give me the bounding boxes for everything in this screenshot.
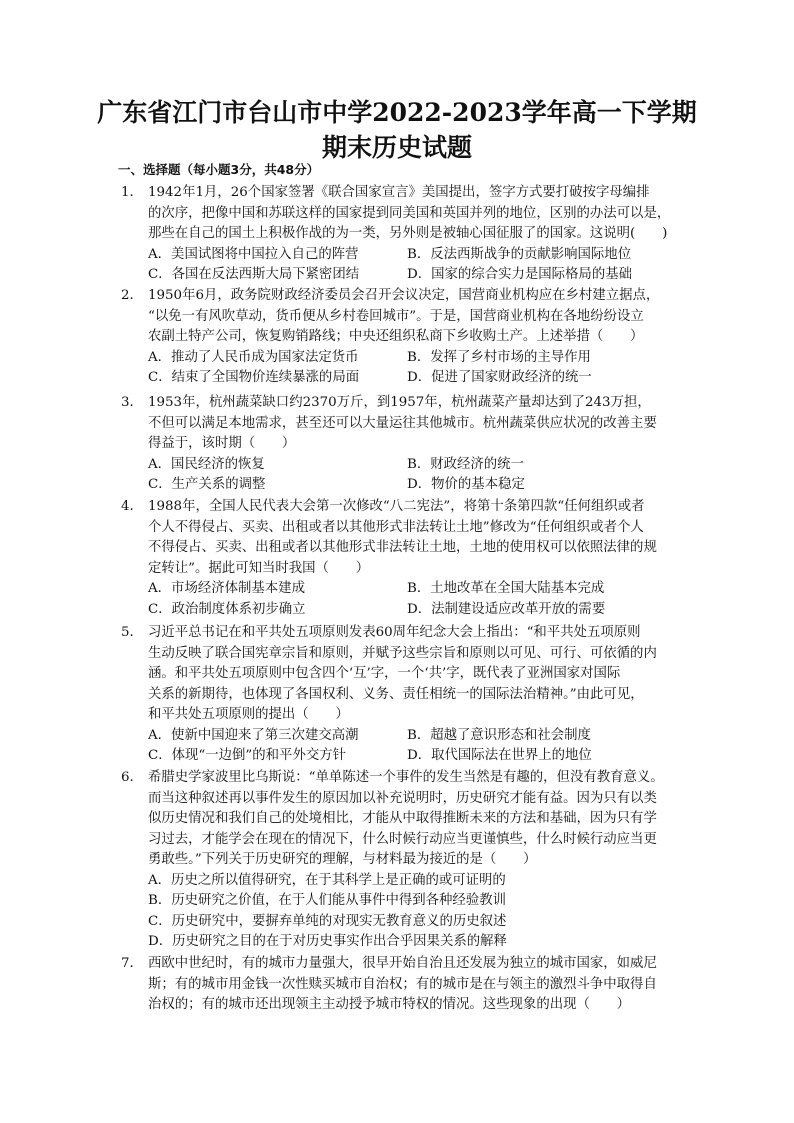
exam-title-line-1: 广东省江门市台山市中学2022-2023学年高一下学期 [97, 98, 697, 127]
option-c: C．体现“一边倒”的和平外交方针 [148, 748, 347, 763]
question-text-line: 而当这种叙述再以事件发生的原因加以补充说明时，历史研究才能有益。因为只有以类 [148, 790, 657, 806]
question-text-line: 斯；有的城市用金钱一次性赎买城市自治权；有的城市是在与领主的激烈斗争中取得自 [148, 976, 657, 992]
question-text-line: 1942年1月，26个国家签署《联合国家宣言》美国提出，签字方式要打破按字母编排 [148, 185, 650, 200]
option-b: B．历史研究之价值，在于人们能从事件中得到各种经验教训 [148, 893, 506, 908]
question-text-line: 和平共处五项原则的提出（ ） [148, 707, 349, 722]
question-text-line: 农副土特产公司，恢复购销路线；中央还组织私商下乡收购土产。上述举措（ ） [148, 329, 644, 344]
question-6 [121, 768, 681, 953]
option-d: D．促进了国家财政经济的统一 [407, 370, 592, 385]
question-1 [121, 183, 681, 286]
option-c: C．生产关系的调整 [148, 477, 266, 492]
option-d: D．物价的基本稳定 [407, 477, 525, 492]
question-text-line: 1953年，杭州蔬菜缺口约2370万斤，到1957年，杭州蔬菜产量却达到了243万担， [148, 395, 651, 410]
question-5 [121, 623, 681, 767]
option-c: C．历史研究中，要摒弃单纯的对现实无教育意义的历史叙述 [148, 913, 507, 929]
option-c: C．结束了全国物价连续暴涨的局面 [148, 370, 360, 385]
question-text-line: 西欧中世纪时，有的城市力量强大，很早开始自治且还发展为独立的城市国家，如威尼 [148, 956, 657, 971]
question-text-line: 不得侵占、买卖、出租或者以其他形式非法转让土地，土地的使用权可以依照法律的规 [148, 540, 657, 555]
option-a: A．历史之所以值得研究，在于其科学上是正确的或可证明的 [148, 872, 506, 888]
question-number: 7． [121, 956, 143, 971]
question-text-line: 涵。和平共处五项原则中包含四个‘互’字，一个‘共’字，既代表了亚洲国家对国际 [148, 666, 621, 681]
question-text-line: 个人不得侵占、买卖、出租或者以其他形式非法转让土地”修改为“任何组织或者个人 [148, 519, 644, 535]
question-text-line: “以免一有风吹草动，货币便从乡村卷回城市”。于是，国营商业机构在各地纷纷设立 [148, 308, 644, 324]
option-b: B．反法西斯战争的贡献影响国际地位 [407, 246, 632, 262]
question-text-line: 习近平总书记在和平共处五项原则发表60周年纪念大会上指出：“和平共处五项原则 [148, 625, 641, 640]
question-number: 1． [121, 185, 143, 200]
question-text-line: 勇敢些。”下列关于历史研究的理解，与材料最为接近的是（ ） [148, 852, 537, 867]
option-c: C．各国在反法西斯大局下紧密团结 [148, 267, 360, 282]
option-c: C．政治制度体系初步确立 [148, 601, 306, 617]
question-text-line: 关系的新期待，也体现了各国权利、义务、责任相统一的国际法治精神。”由此可见， [148, 686, 644, 702]
option-a: A．市场经济体制基本建成 [148, 581, 305, 596]
question-text-line: 得益于，该时期（ ） [148, 436, 296, 451]
question-text-line: 似历史情况和我们自己的处境相比，才能从中取得推断未来的方法和基础，因为只有学 [148, 811, 657, 826]
option-d: D．历史研究之目的在于对历史事实作出合乎因果关系的解释 [148, 934, 507, 949]
question-number: 6． [121, 770, 143, 785]
question-4 [121, 497, 681, 620]
option-a: A．美国试图将中国拉入自己的阵营 [148, 246, 359, 262]
section-heading: 一、选择题（每小题3分，共48分） [118, 162, 320, 177]
option-d: D．法制建设适应改革开放的需要 [407, 601, 606, 617]
exam-title-line-2: 期末历史试题 [321, 133, 472, 162]
question-text-line: 1988年，全国人民代表大会第一次修改“八二宪法”，将第十条第四款“任何组织或者 [148, 499, 645, 514]
option-d: D．国家的综合实力是国际格局的基础 [407, 267, 632, 282]
question-3 [121, 393, 681, 496]
question-7 [121, 954, 681, 1016]
question-2 [121, 286, 681, 389]
option-b: B．土地改革在全国大陆基本完成 [407, 581, 605, 596]
question-text-line: 希腊史学家波里比乌斯说：“单单陈述一个事件的发生当然是有趣的，但没有教育意义。 [148, 770, 664, 785]
option-a: A．国民经济的恢复 [148, 456, 265, 472]
question-text-line: 治权的；有的城市还出现领主主动授予城市特权的情况。这些现象的出现（ ） [148, 997, 631, 1012]
question-text-line: 习过去，才能学会在现在的情况下，什么时候行动应当更谨慎些，什么时候行动应当更 [148, 831, 657, 847]
question-text-line: 的次序，把像中国和苏联这样的国家提到同美国和英国并列的地位，区别的办法可以是， [148, 205, 671, 221]
option-b: B．发挥了乡村市场的主导作用 [407, 349, 591, 365]
question-text-line: 不但可以满足本地需求，甚至还可以大量运往其他城市。杭州蔬菜供应状况的改善主要 [148, 415, 657, 431]
question-number: 4． [121, 499, 143, 514]
question-number: 2． [121, 288, 143, 303]
option-b: B．财政经济的统一 [407, 456, 524, 472]
question-text-line: 那些在自己的国土上积极作战的为一类，另外则是被轴心国征服了的国家。这说明( ) [148, 226, 668, 241]
question-number: 5． [121, 625, 143, 640]
option-a: A．推动了人民币成为国家法定货币 [148, 349, 359, 365]
option-b: B．超越了意识形态和社会制度 [407, 727, 591, 743]
option-a: A．使新中国迎来了第三次建交高潮 [148, 727, 359, 743]
option-d: D．取代国际法在世界上的地位 [407, 748, 592, 763]
question-text-line: 1950年6月，政务院财政经济委员会召开会议决定，国营商业机构应在乡村建立据点， [148, 288, 660, 303]
question-text-line: 生动反映了联合国宪章宗旨和原则，并赋予这些宗旨和原则以可见、可行、可依循的内 [148, 645, 657, 661]
question-text-line: 定转让”。据此可知当时我国（ ） [148, 560, 370, 576]
question-number: 3． [121, 395, 143, 410]
